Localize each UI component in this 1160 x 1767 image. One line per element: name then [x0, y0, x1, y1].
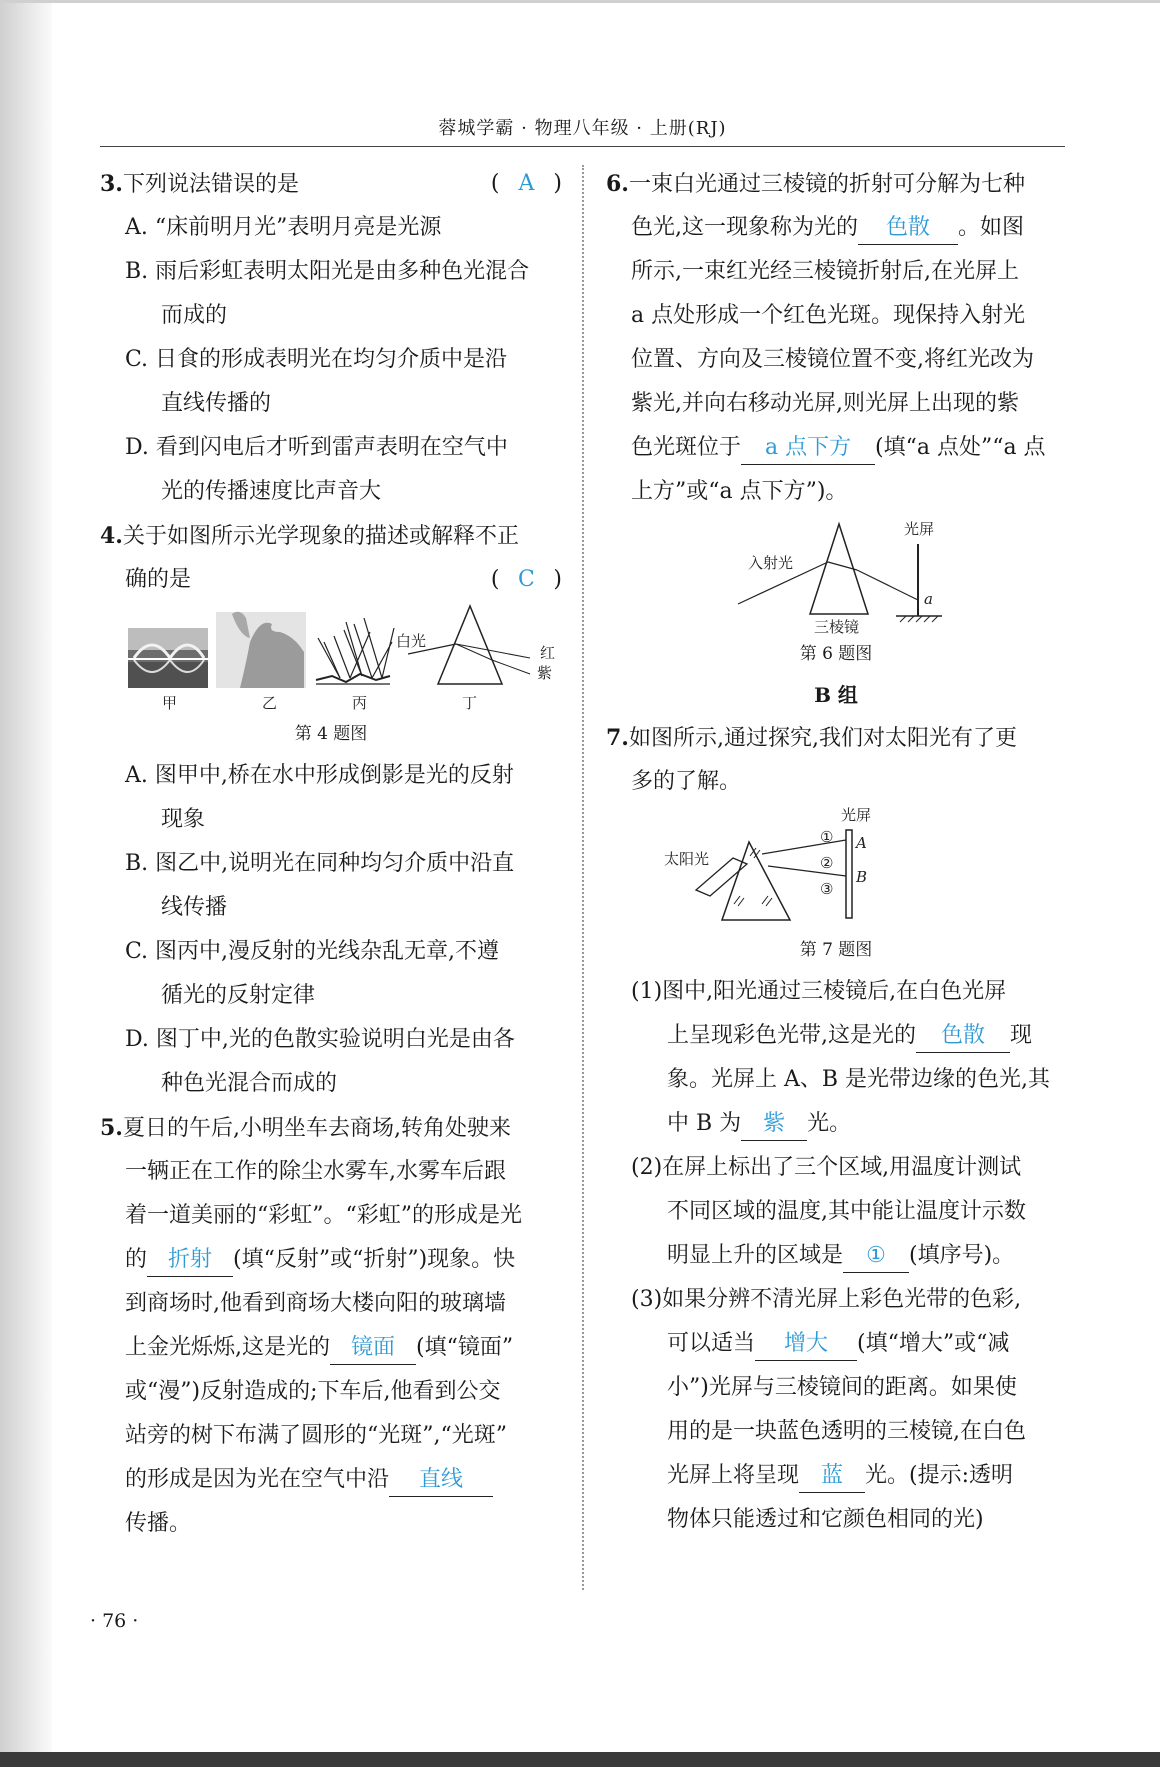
q7-sun-label: 太阳光 [664, 850, 710, 868]
q6-line-4: a 点处形成一个红色光斑。现保持入射光 [631, 303, 1026, 328]
q7-part3-line-1: (3)如果分辨不清光屏上彩色光带的色彩, [631, 1287, 1022, 1312]
q7-part3-line-6: 物体只能透过和它颜色相同的光) [667, 1507, 984, 1532]
q4-option-a-cont: 现象 [161, 807, 206, 832]
q7-part2-line-1: (2)在屏上标出了三个区域,用温度计测试 [631, 1155, 1022, 1180]
q7-part2-line-2: 不同区域的温度,其中能让温度计示数 [667, 1199, 1026, 1224]
q7-part1-line-2: 上呈现彩色光带,这是光的 色散 现 [606, 1014, 1066, 1058]
q4-option-c: C. 图丙中,漫反射的光线杂乱无章,不遵 [125, 939, 500, 964]
group-b-heading: B 组 [814, 683, 858, 707]
q7-part2-line-3: 明显上升的区域是 ① (填序号)。 [606, 1234, 1066, 1278]
q4-stem: 4.关于如图所示光学现象的描述或解释不正 [100, 523, 519, 549]
q7-part3-line-5: 光屏上将呈现 蓝 光。(提示:透明 [606, 1454, 1066, 1498]
q7-part1-line-4: 中 B 为 紫 光。 [606, 1102, 1066, 1146]
q5-line-5: 到商场时,他看到商场大楼向阳的玻璃墙 [125, 1291, 506, 1316]
q7-line-1: 7.如图所示,通过探究,我们对太阳光有了更 [606, 725, 1017, 751]
q6-answer-2: a 点下方 [741, 432, 875, 465]
q7-figure-svg [606, 804, 1066, 930]
prism-dispersion-diagram [396, 606, 555, 684]
q7-part1-line-1: (1)图中,阳光通过三棱镜后,在白色光屏 [631, 979, 1007, 1004]
q5-line-9: 的形成是因为光在空气中沿 直线 [100, 1458, 562, 1502]
q7-caption: 第 7 题图 [799, 940, 873, 960]
q7-region-2: ② [820, 854, 834, 872]
q7-answer-3: ① [843, 1240, 909, 1273]
q3-option-b: B. 雨后彩虹表明太阳光是由多种色光混合 [125, 259, 530, 284]
red-label: 红 [540, 644, 556, 662]
q6-line-7: 色光斑位于 a 点下方 (填“a 点处”“a 点 [606, 426, 1066, 470]
q3-option-c: C. 日食的形成表明光在均匀介质中是沿 [125, 347, 508, 372]
q6-caption: 第 6 题图 [799, 644, 873, 664]
diffuse-reflection-diagram [316, 618, 394, 684]
q7-point-b: B [856, 868, 868, 886]
q4-answer-bracket: ( C ) [491, 558, 562, 602]
q7-part3-line-3: 小”)光屏与三棱镜间的距离。如果使 [667, 1375, 1017, 1400]
page-header: 蓉城学霸 · 物理八年级 · 上册(RJ) [438, 118, 727, 139]
q5-line-3: 着一道美丽的“彩虹”。“彩虹”的形成是光 [125, 1203, 522, 1228]
q7-part1-line-3: 象。光屏上 A、B 是光带边缘的色光,其 [667, 1067, 1051, 1092]
page-number: · 76 · [90, 1610, 139, 1632]
purple-label: 紫 [537, 664, 553, 682]
q4-caption: 第 4 题图 [294, 724, 368, 744]
q4-option-c-cont: 循光的反射定律 [161, 983, 316, 1008]
q4-figure-svg [100, 602, 562, 714]
q7-region-3: ③ [820, 880, 834, 898]
fig-label-ding: 丁 [462, 694, 478, 712]
left-column [100, 162, 562, 1546]
q6-line-3: 所示,一束红光经三棱镜折射后,在光屏上 [631, 259, 1019, 284]
q3-option-b-cont: 而成的 [161, 303, 228, 328]
q7-line-2: 多的了解。 [631, 769, 742, 794]
q4-answer: C [518, 567, 535, 592]
fig-label-jia: 甲 [162, 694, 178, 712]
q5-line-1: 5.夏日的午后,小明坐车去商场,转角处驶来 [100, 1115, 511, 1141]
q5-line-4: 的 折射 (填“反射”或“折射”)现象。快 [100, 1238, 562, 1282]
fig-label-yi: 乙 [262, 694, 278, 712]
q6-figure-svg [606, 514, 1066, 634]
q4-option-b-cont: 线传播 [161, 895, 228, 920]
q6-answer-1: 色散 [858, 212, 958, 245]
q7-figure [606, 804, 1066, 930]
q3-stem: 3.下列说法错误的是 ( A ) [100, 162, 562, 206]
q7-region-1: ① [820, 828, 834, 846]
q5-line-8: 站旁的树下布满了圆形的“光斑”,“光斑” [125, 1423, 507, 1448]
top-border [0, 0, 1160, 3]
right-column [606, 162, 1066, 1542]
q6-line-5: 位置、方向及三棱镜位置不变,将红光改为 [631, 347, 1034, 372]
q4-option-b: B. 图乙中,说明光在同种均匀介质中沿直 [125, 851, 515, 876]
q4-option-d-cont: 种色光混合而成的 [161, 1071, 338, 1096]
q6-line-1: 6.一束白光通过三棱镜的折射可分解为七种 [606, 171, 1025, 197]
q5-line-6: 上金光烁烁,这是光的 镜面 (填“镜面” [100, 1326, 562, 1370]
q5-answer-1: 折射 [147, 1244, 233, 1277]
q3-option-d-cont: 光的传播速度比声音大 [161, 479, 382, 504]
q5-line-2: 一辆正在工作的除尘水雾车,水雾车后跟 [125, 1159, 506, 1184]
q3-option-c-cont: 直线传播的 [161, 391, 272, 416]
q6-line-2: 色光,这一现象称为光的 色散 。如图 [606, 206, 1066, 250]
q6-point-label: a [924, 590, 933, 608]
q3-option-d: D. 看到闪电后才听到雷声表明在空气中 [125, 435, 508, 460]
q7-answer-4: 增大 [755, 1328, 857, 1361]
q6-screen-label: 光屏 [904, 520, 935, 538]
q5-answer-2: 镜面 [330, 1332, 416, 1365]
q7-answer-5: 蓝 [799, 1460, 865, 1493]
page-edge-shadow [0, 0, 52, 1767]
bottom-bar [0, 1752, 1160, 1767]
header-rule [100, 146, 1065, 147]
fig-label-bing: 丙 [352, 694, 368, 712]
q5-line-7: 或“漫”)反射造成的;下车后,他看到公交 [125, 1379, 501, 1404]
q6-line-6: 紫光,并向右移动光屏,则光屏上出现的紫 [631, 391, 1019, 416]
bridge-photo [128, 628, 208, 688]
q6-prism-label: 三棱镜 [814, 618, 860, 634]
q6-figure [606, 514, 1066, 634]
column-divider [582, 165, 584, 1590]
q7-answer-2: 紫 [741, 1108, 807, 1141]
q5-answer-3: 直线 [389, 1464, 493, 1497]
q3-answer: A [518, 171, 535, 196]
q4-option-d: D. 图丁中,光的色散实验说明白光是由各 [125, 1027, 515, 1052]
q7-part3-line-4: 用的是一块蓝色透明的三棱镜,在白色 [667, 1419, 1026, 1444]
q5-line-10: 传播。 [125, 1511, 192, 1536]
q6-incident-label: 入射光 [748, 554, 794, 572]
hand-shadow-photo [216, 612, 306, 688]
q3-option-a: A. “床前明月光”表明月亮是光源 [125, 215, 442, 240]
q7-point-a: A [856, 834, 867, 852]
q4-option-a: A. 图甲中,桥在水中形成倒影是光的反射 [125, 763, 514, 788]
q7-part3-line-2: 可以适当 增大 (填“增大”或“减 [606, 1322, 1066, 1366]
q3-answer-bracket: ( A ) [491, 162, 562, 206]
q4-stem-cont: 确的是 ( C ) [100, 558, 562, 602]
white-light-label: 白光 [396, 632, 427, 650]
q4-figure [100, 602, 562, 714]
q7-screen-label: 光屏 [841, 806, 872, 824]
q7-answer-1: 色散 [916, 1020, 1010, 1053]
q6-line-8: 上方”或“a 点下方”)。 [631, 479, 848, 504]
